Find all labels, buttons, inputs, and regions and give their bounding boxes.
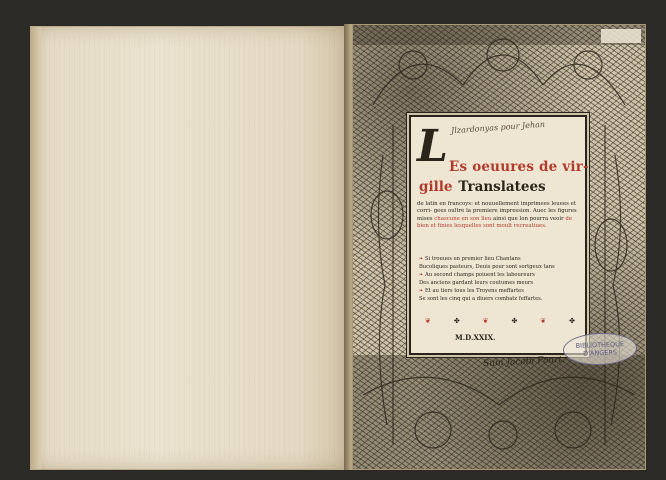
fleuron-icon: ✤ — [569, 317, 575, 325]
endpaper-edge — [31, 27, 41, 469]
fleuron-icon: ✤ — [453, 317, 460, 325]
title-line-1: Es oeuures de vir- — [449, 159, 589, 175]
verse-line: ❧ Et au tiers tous les Troyens meffartes — [419, 288, 524, 294]
title-word-translatees: Translatees — [458, 179, 546, 195]
fleuron-icon: ❦ — [482, 317, 489, 325]
library-stamp-line-1: BIBLIOTHEQUE — [575, 340, 625, 350]
library-stamp-line-2: D'ANGERS — [583, 348, 618, 358]
fleuron-icon: ❦ — [540, 317, 547, 325]
description-part-b: gees oultre la premiere impression. Auec les figures mises — [417, 208, 577, 222]
description-part-a: de latin en francoys: et nouuellement imprimees leuees et corri- — [417, 201, 576, 215]
description-part-f: lesquelles sont moult recreatiues. — [454, 223, 547, 230]
title-word-gille: gille — [419, 179, 453, 195]
verse-line: Se sont les cinq qui a diuers combatz feffartes. — [419, 296, 543, 302]
verse-list — [419, 255, 583, 303]
title-line-2 — [419, 179, 546, 195]
owner-signature: Sum Jacobi Fourt. — [482, 354, 566, 370]
description-part-c: chascune en son lieu — [434, 215, 492, 222]
verse-line: ❧ Au second champs poiuent les laboureurs — [419, 272, 535, 278]
title-page — [352, 24, 646, 470]
paper-tab — [601, 29, 641, 43]
description-part-e: de bien et finies — [417, 215, 573, 230]
fleuron-row — [425, 317, 575, 325]
fleuron-icon: ❦ — [425, 317, 431, 325]
verse-line: ❧ Si trouues en premier lieu Chantans — [419, 256, 521, 262]
imprint-date: M.D.XXIX. — [455, 333, 496, 342]
description-part-d: ainsi que lon pourra veoir — [493, 215, 564, 222]
verse-line: Bucoliques pasteurs, Deuis pour sont sortgeux tans — [419, 264, 555, 270]
ownership-inscription: Jlzardonyas pour Jehan — [450, 119, 546, 136]
verse-line: Des anciens gardant leurs coutumes meurs — [419, 280, 534, 286]
left-endpaper — [30, 26, 350, 470]
decorated-initial: L — [417, 121, 448, 172]
title-description — [417, 201, 583, 231]
title-panel — [409, 115, 625, 370]
fleuron-icon: ✤ — [511, 317, 518, 325]
